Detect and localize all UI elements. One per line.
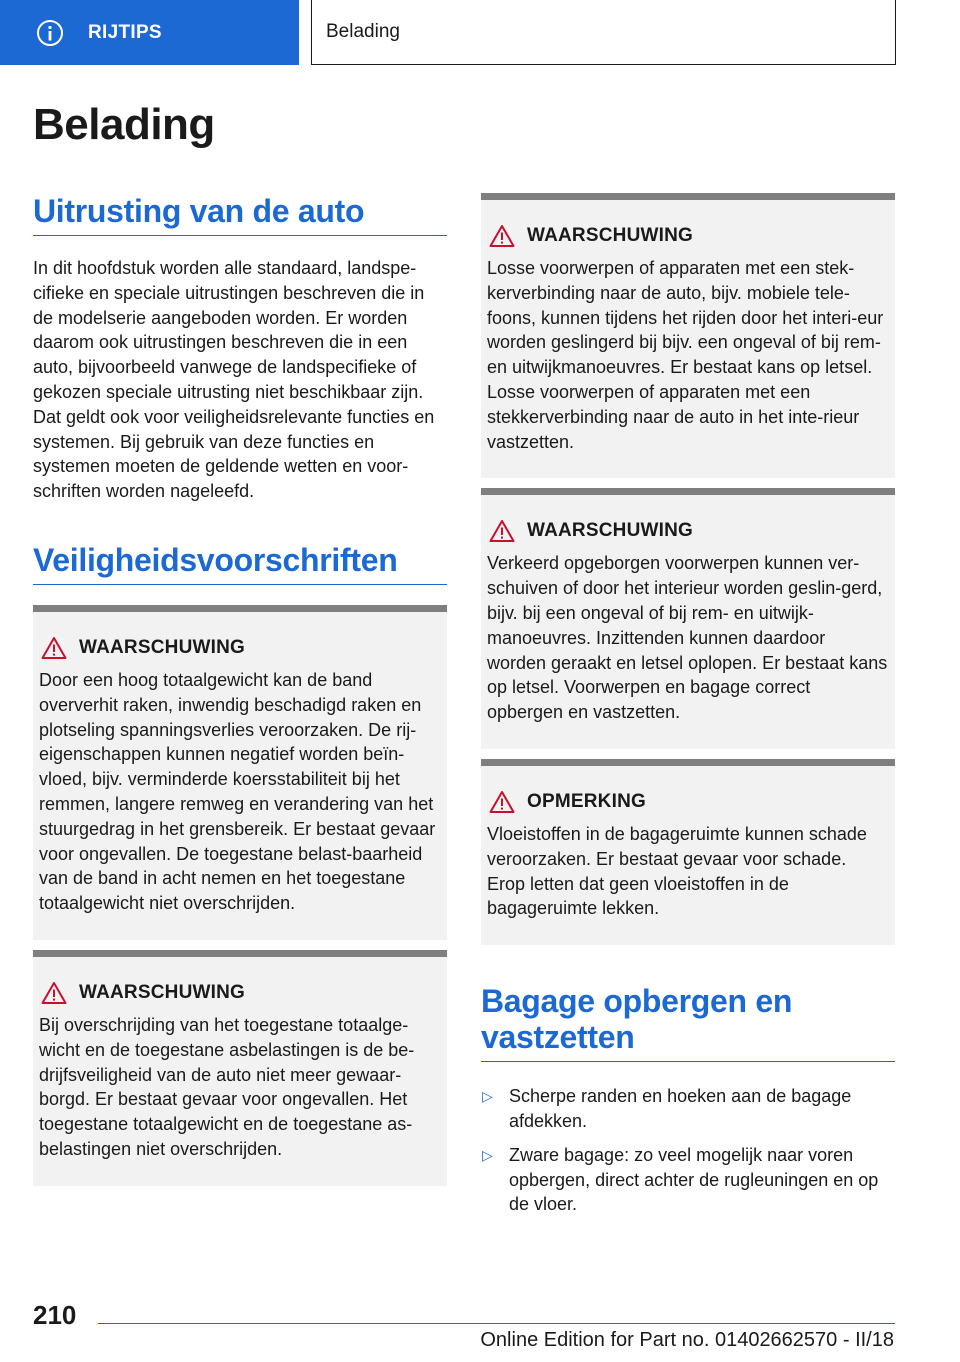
warning-triangle-icon xyxy=(489,790,515,814)
warning-triangle-icon xyxy=(41,981,67,1005)
section-heading-luggage: Bagage opbergen en vastzetten xyxy=(481,983,895,1062)
triangle-bullet-icon: ▷ xyxy=(482,1088,493,1105)
warning-box xyxy=(481,488,895,749)
warning-triangle-icon xyxy=(489,519,515,543)
section-heading-equipment: Uitrusting van de auto xyxy=(33,193,447,236)
warning-box xyxy=(33,605,447,940)
breadcrumb-label: Belading xyxy=(326,21,400,42)
warning-title: WAARSCHUWING xyxy=(527,225,693,246)
warning-text: Verkeerd opgeborgen voorwerpen kunnen ver‐schuiven of door het interieur worden geslin‐gerd, bijv. bij een ongeval of bij rem- en uitwijk‐manoeuvres. Inzittenden kunnen daardoor worden geraakt en letsel oplopen. Er bestaat kans op letsel. Voorwerpen en bagage correct opbergen en vastzetten. xyxy=(487,553,888,723)
list-item xyxy=(481,1143,895,1217)
warning-text: Bij overschrijding van het toegestane totaalge‐wicht en de toegestane asbelastingen is de be‐drijfsveiligheid van de auto niet meer gewaar‐borgd. Er bestaat gevaar voor ongevallen. Het toegestane totaalgewicht en de toegestane as‐belastingen niet overschrijden. xyxy=(39,1014,415,1159)
luggage-list xyxy=(481,1084,895,1217)
list-item-text: Scherpe randen en hoeken aan de bagage afdekken. xyxy=(509,1086,852,1131)
notice-text: Vloeistoffen in de bagageruimte kunnen schade veroorzaken. Er bestaat gevaar voor schade. Erop letten dat geen vloeistoffen in de bagageruimte lekken. xyxy=(487,823,867,919)
warning-box xyxy=(33,950,447,1186)
list-item-text: Zware bagage: zo veel mogelijk naar voren opbergen, direct achter de rugleuningen en op de vloer. xyxy=(509,1144,879,1215)
warning-header xyxy=(39,636,441,660)
chapter-tab[interactable] xyxy=(0,0,299,65)
equipment-paragraph: In dit hoofdstuk worden alle standaard, landspe‐cifieke en speciale uitrustingen beschreven die in de modelserie aangeboden worden. Er worden daarom ook uitrustingen beschreven die in een auto, bijvoorbeeld vanwege de landspecifieke of gekozen speciale uitrusting niet beschikbaar zijn. Dat geldt ook voor veiligheidsrelevante functies en systemen. Bij gebruik van deze functies en systemen moeten de geldende wetten en voor‐schriften worden nageleefd. xyxy=(33,258,435,502)
info-icon xyxy=(36,19,64,47)
left-column xyxy=(33,193,447,1186)
notice-box xyxy=(481,759,895,945)
warning-text: Door een hoog totaalgewicht kan de band oververhit raken, inwendig beschadigd raken en plotseling spanningsverlies veroorzaken. De rij‐eigenschappen kunnen negatief worden beïn‐vloed, bijv. verminderde koersstabiliteit bij het remmen, langere remweg en verandering van het stuurgedrag in het grensbereik. Er bestaat gevaar voor ongevallen. De toegestane belast‐baarheid van de band in acht nemen en het toegestane totaalgewicht niet overschrijden. xyxy=(39,669,436,914)
warning-title: WAARSCHUWING xyxy=(527,520,693,542)
triangle-bullet-icon: ▷ xyxy=(482,1146,493,1163)
page-number: 210 xyxy=(33,1300,77,1330)
breadcrumb xyxy=(311,0,896,65)
warning-header xyxy=(39,981,441,1005)
section-heading-safety: Veiligheidsvoorschriften xyxy=(33,542,447,585)
chapter-tab-label: RIJTIPS xyxy=(88,21,162,43)
warning-triangle-icon xyxy=(489,224,515,248)
warning-title: WAARSCHUWING xyxy=(79,636,245,658)
warning-box xyxy=(481,193,895,478)
footer-divider xyxy=(98,1323,895,1324)
notice-header xyxy=(487,790,889,814)
warning-header xyxy=(487,224,889,248)
notice-title: OPMERKING xyxy=(527,790,646,812)
list-item xyxy=(481,1084,895,1134)
warning-header xyxy=(487,519,889,543)
edition-note: Online Edition for Part no. 01402662570 - II/18 xyxy=(480,1329,894,1351)
warning-text: Losse voorwerpen of apparaten met een stek‐kerverbinding naar de auto, bijv. mobiele tele‐foons, kunnen tijdens het rijden door het interi‐eur worden geslingerd bij bijv. een ongeval of bij rem- en uitwijkmanoeuvres. Er bestaat kans op letsel. Losse voorwerpen of apparaten met een stekkerverbinding naar de auto in het inte‐rieur vastzetten. xyxy=(487,258,884,452)
page-title: Belading xyxy=(33,100,215,149)
right-column xyxy=(481,193,895,1226)
warning-title: WAARSCHUWING xyxy=(79,981,245,1003)
warning-triangle-icon xyxy=(41,636,67,660)
